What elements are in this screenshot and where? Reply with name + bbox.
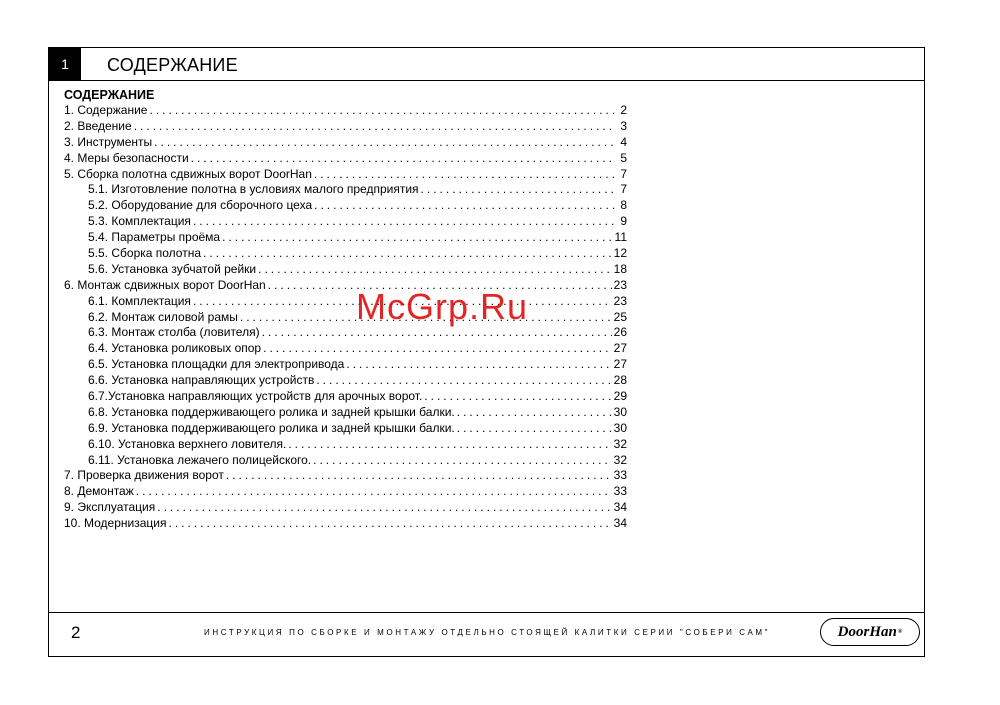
toc-entry-title: 6. Монтаж сдвижных ворот DoorHan (64, 277, 266, 292)
toc-entry-page: 32 (613, 436, 627, 451)
toc-entry[interactable] (64, 246, 627, 262)
toc-entry-title: 6.11. Установка лежачего полицейского. (88, 452, 312, 467)
toc-dot-leader (316, 373, 611, 389)
toc-entry-title: 6.8. Установка поддерживающего ролика и задней крышки балки. (88, 404, 455, 419)
toc-entry[interactable] (64, 310, 627, 326)
toc-dot-leader (222, 230, 612, 246)
doorhan-logo (820, 618, 920, 646)
toc-entry-page: 28 (613, 373, 627, 388)
page-footer (49, 612, 924, 656)
toc-entry-page: 27 (613, 341, 627, 356)
toc-dot-leader (157, 500, 611, 516)
toc-entry[interactable] (64, 151, 627, 167)
toc-dot-leader (346, 357, 611, 373)
toc-entry-title: 10. Модернизация (64, 516, 167, 531)
toc-entry-page: 5 (620, 150, 627, 165)
toc-entry-title: 6.10. Установка верхнего ловителя. (88, 436, 287, 451)
toc-entry-page: 4 (620, 134, 627, 149)
toc-entry[interactable] (64, 214, 627, 230)
toc-entries (64, 103, 627, 532)
toc-entry-page: 30 (613, 404, 627, 419)
toc-dot-leader (136, 484, 612, 500)
toc-dot-leader (314, 198, 615, 214)
toc-entry-title: 8. Демонтаж (64, 484, 134, 499)
toc-entry-page: 7 (620, 166, 627, 181)
toc-entry[interactable] (64, 182, 627, 198)
toc-entry[interactable] (64, 516, 627, 532)
toc-entry[interactable] (64, 389, 627, 405)
watermark: McGrp.Ru (356, 286, 529, 327)
toc-dot-leader (134, 119, 615, 135)
toc-entry-page: 7 (620, 182, 627, 197)
toc-entry-title: 1. Содержание (64, 103, 148, 117)
toc-entry[interactable] (64, 278, 627, 294)
toc-entry[interactable] (64, 468, 627, 484)
toc-entry-page: 25 (613, 309, 627, 324)
toc-entry-title: 6.1. Комплектация (88, 293, 191, 308)
section-header (49, 48, 924, 81)
footer-title: ИНСТРУКЦИЯ ПО СБОРКЕ И МОНТАЖУ ОТДЕЛЬНО СТОЯЩЕЙ КАЛИТКИ СЕРИИ "СОБЕРИ САМ" (204, 628, 771, 637)
toc-entry[interactable] (64, 198, 627, 214)
toc-entry[interactable] (64, 357, 627, 373)
toc-entry[interactable] (64, 341, 627, 357)
toc-entry[interactable] (64, 135, 627, 151)
toc-entry-page: 33 (613, 484, 627, 499)
toc-entry-page: 26 (613, 325, 627, 340)
toc-entry-title: 6.6. Установка направляющих устройств (88, 373, 315, 388)
toc-entry[interactable] (64, 405, 627, 421)
toc-entry-page: 27 (613, 357, 627, 372)
toc-entry-page: 2 (620, 103, 627, 117)
toc-entry-page: 29 (613, 389, 627, 404)
toc-dot-leader (313, 453, 612, 469)
toc-entry-title: 5.1. Изготовление полотна в условиях малого предприятия (88, 182, 419, 197)
toc-entry[interactable] (64, 325, 627, 341)
toc-entry-title: 5.3. Комплектация (88, 214, 191, 229)
toc-heading: СОДЕРЖАНИЕ (64, 88, 155, 102)
toc-entry-page: 11 (614, 230, 627, 245)
toc-entry-title: 7. Проверка движения ворот (64, 468, 224, 483)
section-number-badge: 1 (49, 48, 81, 80)
toc-entry-title: 6.7.Установка направляющих устройств для арочных ворот. (88, 389, 423, 404)
toc-entry-page: 34 (613, 500, 627, 515)
toc-entry-title: 5.2. Оборудование для сборочного цеха (88, 198, 313, 213)
toc-entry-title: 6.2. Монтаж силовой рамы (88, 309, 238, 324)
toc-entry-title: 6.9. Установка поддерживающего ролика и задней крышки балки. (88, 420, 455, 435)
toc-entry[interactable] (64, 373, 627, 389)
toc-dot-leader (258, 262, 612, 278)
page-number: 2 (71, 623, 81, 642)
toc-dot-leader (191, 151, 615, 167)
toc-entry-page: 30 (613, 420, 627, 435)
toc-dot-leader (169, 516, 612, 532)
toc-entry-page: 32 (613, 452, 627, 467)
section-title: СОДЕРЖАНИЕ (107, 55, 238, 75)
toc-dot-leader (193, 214, 615, 230)
toc-dot-leader (203, 246, 612, 262)
toc-dot-leader (149, 103, 615, 119)
table-of-contents (64, 88, 627, 532)
registered-mark: ® (897, 629, 903, 635)
toc-entry-page: 9 (620, 214, 627, 229)
toc-entry-page: 23 (613, 293, 627, 308)
toc-entry-title: 2. Введение (64, 118, 132, 133)
toc-entry-page: 12 (613, 246, 627, 261)
toc-entry[interactable] (64, 103, 627, 119)
toc-dot-leader (154, 135, 615, 151)
toc-entry[interactable] (64, 453, 627, 469)
page-frame (48, 47, 925, 657)
toc-entry[interactable] (64, 484, 627, 500)
toc-entry-page: 8 (620, 198, 627, 213)
toc-entry-title: 6.4. Установка роликовых опор (88, 341, 262, 356)
toc-entry-title: 5.6. Установка зубчатой рейки (88, 261, 257, 276)
toc-entry[interactable] (64, 421, 627, 437)
toc-entry-title: 5.4. Параметры проёма (88, 230, 221, 245)
toc-entry-page: 23 (613, 277, 627, 292)
toc-entry[interactable] (64, 500, 627, 516)
toc-entry-title: 5.5. Сборка полотна (88, 246, 202, 261)
toc-entry[interactable] (64, 294, 627, 310)
toc-entry-page: 33 (613, 468, 627, 483)
toc-entry[interactable] (64, 167, 627, 183)
toc-dot-leader (263, 341, 612, 357)
toc-dot-leader (421, 182, 615, 198)
toc-entry-title: 6.5. Установка площадки для электропривода (88, 357, 345, 372)
toc-entry-title: 6.3. Монтаж столба (ловителя) (88, 325, 260, 340)
toc-entry-page: 34 (613, 516, 627, 531)
logo-text: DoorHan (837, 623, 897, 640)
toc-dot-leader (288, 437, 611, 453)
toc-entry[interactable] (64, 230, 627, 246)
toc-entry[interactable] (64, 437, 627, 453)
toc-dot-leader (314, 167, 615, 183)
toc-entry-title: 3. Инструменты (64, 134, 153, 149)
toc-entry-page: 3 (620, 118, 627, 133)
toc-entry[interactable] (64, 262, 627, 278)
toc-entry-title: 4. Меры безопасности (64, 150, 189, 165)
toc-entry[interactable] (64, 119, 627, 135)
toc-entry-page: 18 (613, 261, 627, 276)
toc-dot-leader (457, 405, 612, 421)
toc-entry-title: 9. Эксплуатация (64, 500, 156, 515)
toc-dot-leader (424, 389, 611, 405)
toc-entry-title: 5. Сборка полотна сдвижных ворот DoorHan (64, 166, 312, 181)
toc-dot-leader (457, 421, 612, 437)
toc-dot-leader (226, 468, 612, 484)
